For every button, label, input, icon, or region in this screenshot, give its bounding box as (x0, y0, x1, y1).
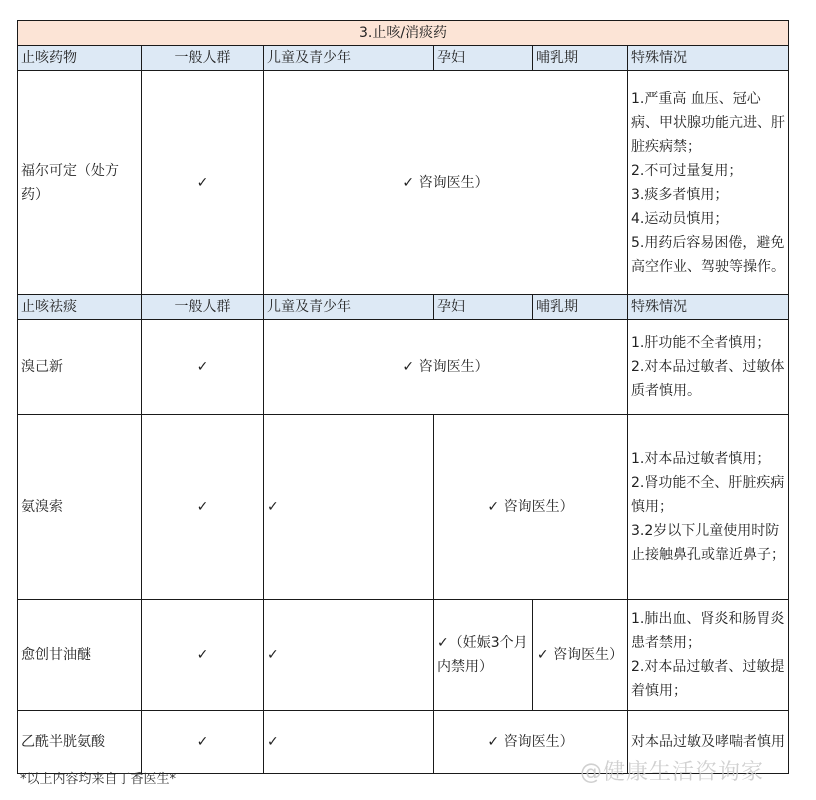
check-icon: ✓ (142, 320, 264, 415)
section-header-row (18, 46, 789, 71)
special-notes (628, 71, 789, 295)
header-general: 一般人群 (142, 46, 264, 71)
merged-advice: ✓ 咨询医生） (434, 415, 628, 600)
header-drug: 止咳药物 (18, 46, 142, 71)
header-lactation: 哺乳期 (533, 46, 628, 71)
note-line: 1.严重高 血压、冠心病、甲状腺功能亢进、肝脏疾病禁； (631, 90, 785, 155)
header-general: 一般人群 (142, 295, 264, 320)
merged-advice: ✓ 咨询医生） (264, 71, 628, 295)
note-line: 1.肺出血、肾炎和肠胃炎患者禁用； (631, 611, 785, 651)
section-header-row (18, 295, 789, 320)
drug-name: 福尔可定（处方药） (18, 71, 142, 295)
note-line: 5.用药后容易困倦，避免高空作业、驾驶等操作。 (631, 234, 785, 275)
special-notes (628, 600, 789, 711)
note-line: 2.对本品过敏者、过敏体质者慎用。 (631, 359, 785, 399)
drug-name: 溴己新 (18, 320, 142, 415)
note-line: 3.痰多者慎用； (631, 186, 729, 203)
merged-advice: ✓ 咨询医生） (264, 320, 628, 415)
table-row (18, 600, 789, 711)
header-lactation: 哺乳期 (533, 295, 628, 320)
check-icon: ✓ (142, 71, 264, 295)
header-special: 特殊情况 (628, 295, 789, 320)
check-icon: ✓ (142, 711, 264, 774)
check-icon: ✓ (264, 600, 434, 711)
special-notes (628, 415, 789, 600)
special-notes (628, 320, 789, 415)
note-line: 2.不可过量复用； (631, 162, 743, 179)
table-title: 3.止咳/消痰药 (18, 21, 789, 46)
table-row (18, 71, 789, 295)
source-footnote: *以上内容均来自丁香医生* (20, 772, 177, 787)
table-title-row (18, 21, 789, 46)
check-icon: ✓ (142, 415, 264, 600)
check-icon: ✓ (142, 600, 264, 711)
drug-name: 氨溴索 (18, 415, 142, 600)
note-line: 1.对本品过敏者慎用； (631, 451, 771, 467)
note-line: 2.肾功能不全、肝脏疾病慎用； (631, 475, 785, 515)
header-pregnant: 孕妇 (434, 46, 533, 71)
table-row (18, 415, 789, 600)
pregnant-advice: ✓（妊娠3个月内禁用） (434, 600, 533, 711)
merged-advice: ✓ 咨询医生） (434, 711, 628, 774)
drug-name: 愈创甘油醚 (18, 600, 142, 711)
header-special: 特殊情况 (628, 46, 789, 71)
note-line: 2.对本品过敏者、过敏提着慎用； (631, 659, 785, 699)
drug-name: 乙酰半胱氨酸 (18, 711, 142, 774)
note-line: 3.2岁以下儿童使用时防止接触鼻孔或靠近鼻子； (631, 523, 785, 563)
note-line: 1.肝功能不全者慎用； (631, 335, 771, 351)
header-pregnant: 孕妇 (434, 295, 533, 320)
check-icon: ✓ (264, 711, 434, 774)
table-row (18, 320, 789, 415)
note-line: 4.运动员慎用； (631, 210, 729, 227)
drug-table (17, 20, 789, 774)
header-children: 儿童及青少年 (264, 295, 434, 320)
header-drug: 止咳祛痰 (18, 295, 142, 320)
check-icon: ✓ (264, 415, 434, 600)
lactation-advice: ✓ 咨询医生） (533, 600, 628, 711)
watermark: @健康生活咨询家 (580, 760, 765, 785)
header-children: 儿童及青少年 (264, 46, 434, 71)
note-line: 对本品过敏及哮喘者慎用 (631, 734, 785, 750)
